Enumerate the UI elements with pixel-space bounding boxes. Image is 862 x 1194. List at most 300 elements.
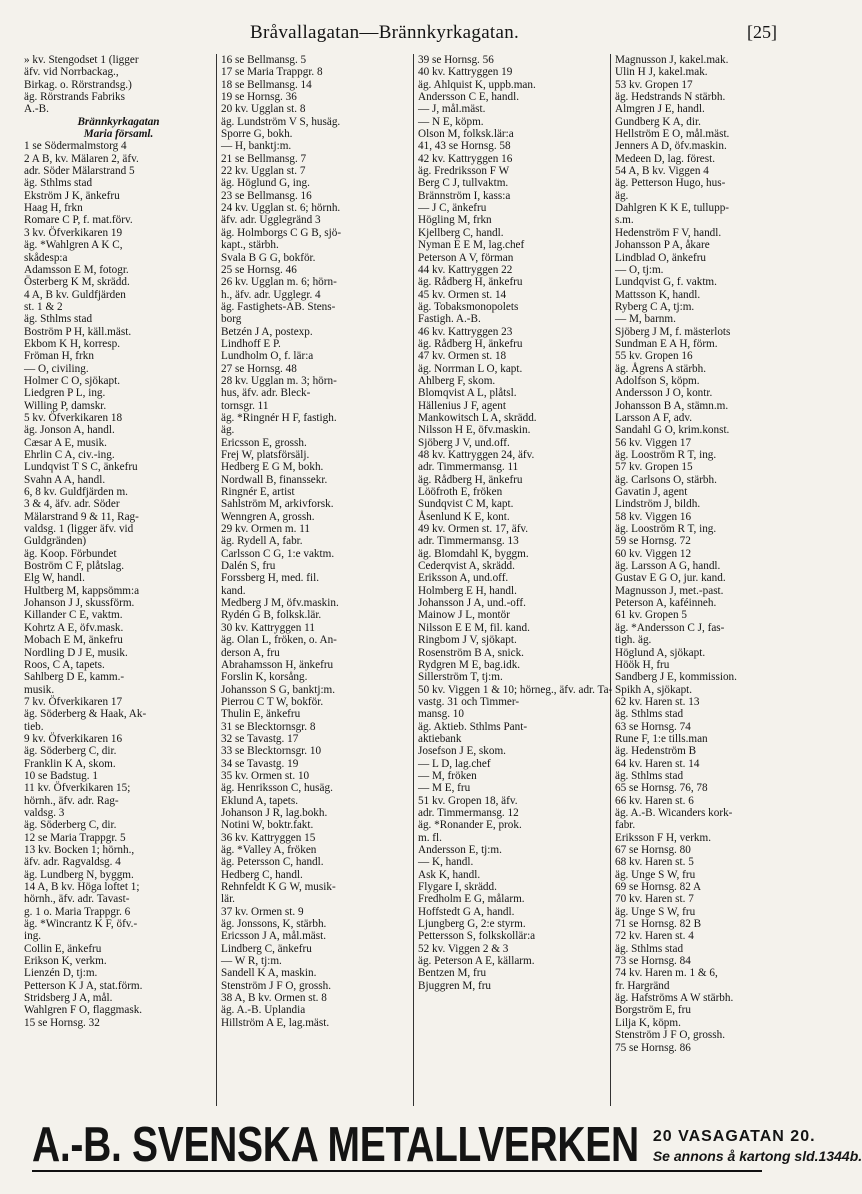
directory-entry: 58 kv. Viggen 16 [615,510,692,523]
directory-entry: Åsenlund K E, kont. [418,510,510,523]
directory-entry: 74 kv. Haren m. 1 & 6, [615,967,718,980]
directory-entry: 22 kv. Ugglan st. 7 [221,165,306,178]
directory-entry: Ringnér E, artist [221,486,295,499]
directory-entry: aktiebank [418,732,462,745]
directory-entry: 17 se Maria Trappgr. 8 [221,66,323,79]
directory-entry: Fredholm E G, målarm. [418,893,525,906]
directory-entry: Magnusson J, met.-past. [615,584,724,597]
directory-entry: äg. Sthlms stad [615,769,684,782]
directory-entry: Almgren J E, handl. [615,103,705,116]
directory-entry: 11 kv. Öfverkikaren 15; [24,782,131,795]
directory-entry: 32 se Tavastg. 17 [221,732,299,745]
directory-entry: äg. *Ronander E, prok. [418,819,522,832]
directory-entry: Abrahamsson H, änkefru [221,658,334,671]
directory-entry: äg. Söderberg & Haak, Ak- [24,708,147,721]
directory-entry: Rosenström B A, snick. [418,646,524,659]
directory-entry: Mälarstrand 9 & 11, Rag- [24,510,139,523]
directory-entry: 53 kv. Gropen 17 [615,78,693,91]
directory-entry: 42 kv. Kattryggen 16 [418,152,513,165]
directory-entry: Fastigh. A.-B. [418,313,481,326]
directory-entry: Frej W, platsförsälj. [221,449,310,461]
directory-entry: 1 se Södermalmstorg 4 [24,140,127,153]
directory-entry: Nordwall B, finanssekr. [221,473,328,486]
directory-entry: Johansson B A, stämn.m. [615,399,729,412]
directory-entry: Lienzén D, tj:m. [24,967,98,980]
directory-entry: mansg. 10 [418,708,464,721]
directory-entry: 6, 8 kv. Guldfjärden m. [24,486,128,499]
directory-entry: Spikh A, sjökapt. [615,683,693,696]
directory-entry: äg. Blomdahl K, byggm. [418,547,529,560]
directory-entry: derson A, fru [221,646,280,659]
directory-entry: Peterson A, kaféinneh. [615,597,717,610]
directory-entry: Petterson K J A, stat.förm. [24,979,143,992]
directory-entry: Ryberg C A, tj:m. [615,300,695,313]
directory-entry: 21 se Bellmansg. 7 [221,152,307,165]
directory-entry: Hultberg M, kappsömm:a [24,584,140,597]
directory-entry: äg. Petersson C, handl. [221,856,324,869]
directory-entry: Josefson J E, skom. [418,745,506,758]
directory-entry: vastg. 31 och Timmer- [418,695,520,708]
directory-entry: — J C, änkefru [418,202,487,215]
directory-entry: 36 kv. Kattryggen 15 [221,831,316,844]
directory-entry: ing. [24,930,42,943]
directory-entry: Lundqvist G, f. vaktm. [615,276,717,289]
directory-entry: äg. Rådberg H, änkefru [418,276,523,289]
directory-entry: Forssberg H, med. fil. [221,572,319,585]
directory-entry: äg. Sthlms stad [615,942,684,955]
directory-entry: äg. Petterson Hugo, hus- [615,177,726,190]
directory-entry: Mattsson K, handl. [615,288,701,301]
directory-entry: äg. Söderberg C, dir. [24,819,117,832]
directory-entry: Peterson A V, förman [418,251,514,264]
directory-entry: Fröman H, frkn [24,350,94,363]
directory-entry: 16 se Bellmansg. 5 [221,54,307,66]
directory-entry: 70 kv. Haren st. 7 [615,893,694,906]
directory-entry: Andersson C E, handl. [418,91,519,104]
directory-entry: äg. Holmborgs C G B, sjö- [221,226,342,239]
directory-entry: Lundqvist T S C, änkefru [24,461,138,474]
directory-entry: 45 kv. Ormen st. 14 [418,288,507,301]
directory-entry: 31 se Blecktornsgr. 8 [221,720,316,733]
advertiser-name: A.-B. SVENSKA METALLVERKEN [32,1118,639,1173]
directory-entry: Lindblad O, änkefru [615,251,707,264]
directory-entry: Carlsson C G, 1:e vaktm. [221,547,335,560]
directory-entry: Collin E, änkefru [24,942,102,955]
directory-entry: 24 kv. Ugglan st. 6; hörnh. [221,202,341,215]
directory-entry: Johansson S G, banktj:m. [221,683,336,696]
directory-entry: hus, äfv. adr. Bleck- [221,387,311,400]
column-4 [611,54,808,1106]
directory-entry: — M E, fru [418,782,471,795]
directory-entry: m. fl. [418,831,442,844]
directory-entry: Larsson A F, adv. [615,411,692,424]
directory-entry: 48 kv. Kattryggen 24, äfv. [418,449,535,461]
directory-entry: äg. *Ringnér H F, fastigh. [221,411,337,424]
directory-entry: Ericsson J A, mål.mäst. [221,930,327,943]
directory-entry: Ulin H J, kakel.mak. [615,66,708,79]
directory-entry: hörnh., äfv. adr. Tavast- [24,893,130,906]
directory-entry: Forslin K, korsång. [221,671,308,684]
directory-entry: Johanson J R, lag.bokh. [221,806,328,819]
directory-entry: äg. Rådberg H, änkefru [418,337,523,350]
directory-entry: Borgström E, fru [615,1004,691,1017]
directory-entry: Sandberg J E, kommission. [615,671,737,684]
directory-entry: Svala B G G, bokför. [221,251,316,264]
directory-entry: Andersson J O, kontr. [615,387,713,400]
directory-entry: Lilja K, köpm. [615,1016,681,1029]
directory-entry: Lindberg C, änkefru [221,942,312,955]
directory-entry: äg. Sthlms stad [24,313,93,326]
directory-entry: 51 kv. Gropen 18, äfv. [418,794,518,807]
directory-entry: hörnh., äfv. adr. Rag- [24,794,119,807]
directory-entry: 37 kv. Ormen st. 9 [221,905,304,918]
directory-entry: Wahlgren F O, flaggmask. [24,1004,143,1017]
directory-entry: 69 se Hornsg. 82 A [615,881,702,894]
directory-entry: — J, mål.mäst. [418,103,486,116]
directory-entry: äg. A.-B. Wicanders kork- [615,806,733,819]
directory-entry: äfv. adr. Ragvaldsg. 4 [24,856,121,869]
directory-entry: Rune F, 1:e tills.man [615,732,708,745]
directory-entry: Haag H, frkn [24,202,83,215]
directory-entry: äg. Sthlms stad [24,177,93,190]
directory-entry: Johansson P A, åkare [615,239,710,252]
directory-entry: äg. Hafströms A W stärbh. [615,992,734,1005]
section-heading: Maria församl. [83,128,154,141]
directory-entry: äg. Ågrens A stärbh. [615,362,707,375]
directory-entry: äg. Looström R T, ing. [615,449,717,461]
directory-entry: äg. Henriksson C, husäg. [221,782,333,795]
directory-entry: 7 kv. Öfverkikaren 17 [24,695,123,708]
directory-entry: kand. [221,584,246,597]
directory-entry: Nordling D J E, musik. [24,646,128,659]
directory-entry: Gustav E G O, jur. kand. [615,572,726,585]
directory-entry: 26 kv. Ugglan m. 6; hörn- [221,276,337,289]
directory-entry: Rydén G B, folksk.lär. [221,609,322,622]
directory-entry: äg. Rörstrands Fabriks [24,91,125,104]
directory-entry: 2 A B, kv. Mälaren 2, äfv. [24,152,139,165]
directory-entry: äg. [615,189,629,202]
directory-entry: Sahlberg D E, kamm.- [24,671,125,684]
directory-entry: Ekström J K, änkefru [24,189,120,202]
directory-entry: 12 se Maria Trappgr. 5 [24,831,126,844]
directory-entry: äg. *Wahlgren A K C, [24,239,123,252]
directory-entry: äg. *Valley A, fröken [221,844,317,856]
directory-entry: Olson M, folksk.lär:a [418,128,514,141]
directory-entry: äfv. vid Norrbackag., [24,66,119,79]
directory-entry: Sjöberg J M, f. mästerlots [615,325,731,338]
directory-entry: Stridsberg J A, mål. [24,992,113,1005]
directory-entry: äg. *Wincrantz K F, öfv.- [24,918,138,931]
directory-entry: adr. Timmermansg. 13 [418,535,519,548]
directory-entry: Ehrlin C A, civ.-ing. [24,449,115,461]
directory-entry: äg. Jonssons, K, stärbh. [221,918,327,931]
directory-entry: fr. Hargränd [615,979,670,992]
directory-entry: Elg W, handl. [24,572,85,585]
directory-entry: äg. Sthlms stad [615,708,684,721]
directory-entry: Rehnfeldt K G W, musik- [221,881,336,894]
directory-entry: äg. Ahlquist K, uppb.man. [418,78,536,91]
directory-entry: Hedberg C, handl. [221,868,303,881]
directory-entry: Österberg K M, skrädd. [24,276,130,289]
directory-entry: — H, banktj:m. [221,140,292,153]
directory-entry: — N E, köpm. [418,115,484,128]
directory-entry: äg. Aktieb. Sthlms Pant- [418,720,528,733]
directory-entry: Nyman E E M, lag.chef [418,239,525,252]
directory-entry: Kohrtz A E, öfv.mask. [24,621,124,634]
directory-entry: 27 se Hornsg. 48 [221,362,297,375]
directory-entry: äg. Hedstrands N stärbh. [615,91,726,104]
directory-entry: 63 se Hornsg. 74 [615,720,691,733]
directory-entry: 18 se Bellmansg. 14 [221,78,312,91]
directory-entry: Stenström J F O, grossh. [221,979,332,992]
directory-entry: g. 1 o. Maria Trappgr. 6 [24,905,131,918]
directory-entry: Boström P H, käll.mäst. [24,325,132,338]
directory-entry: Sillerström T, tj:m. [418,671,503,684]
directory-entry: 13 kv. Bocken 1; hörnh., [24,844,135,856]
directory-entry: Eriksson A, und.off. [418,572,509,585]
directory-entry: Bjuggren M, fru [418,979,492,992]
directory-entry: s.m. [615,214,634,227]
directory-entry: 30 kv. Kattryggen 11 [221,621,315,634]
directory-entry: — K, handl. [418,856,474,869]
directory-entry: Hoffstedt G A, handl. [418,905,515,918]
directory-entry: Hedberg E G M, bokh. [221,461,324,474]
directory-entry: Nilsson E E M, fil. kand. [418,621,530,634]
directory-entry: Notini W, boktr.fakt. [221,819,314,832]
directory-entry: Hillström A E, lag.mäst. [221,1016,330,1029]
directory-entry: äg. *Andersson C J, fas- [615,621,725,634]
directory-entry: Boström C F, plåtslag. [24,560,125,573]
directory-entry: tornsgr. 11 [221,399,269,412]
directory-entry: äg. Fredriksson F W [418,165,510,178]
directory-entry: skådesp:a [24,251,68,264]
directory-entry: Ask K, handl. [418,868,481,881]
directory-entry: Nilsson H E, öfv.maskin. [418,424,531,437]
directory-entry: Dahlgren K K E, tullupp- [615,202,730,215]
directory-entry: adr. Söder Mälarstrand 5 [24,165,135,178]
directory-entry: Stenström J F O, grossh. [615,1029,726,1042]
directory-entry: Bentzen M, fru [418,967,487,980]
directory-entry: » kv. Stengodset 1 (ligger [24,54,139,66]
column-1 [20,54,217,1106]
directory-entry: Högling M, frkn [418,214,492,227]
directory-entry: Dalén S, fru [221,560,276,573]
directory-entry: Killander C E, vaktm. [24,609,123,622]
directory-entry: äg. Lundberg N, byggm. [24,868,134,881]
directory-entry: h., äfv. adr. Ugglegr. 4 [221,288,321,301]
directory-entry: 25 se Hornsg. 46 [221,263,297,276]
directory-entry: äg. Lundström V S, husäg. [221,115,341,128]
directory-entry: äg. Carlsons O, stärbh. [615,473,717,486]
directory-entry: 54 A, B kv. Viggen 4 [615,165,709,178]
directory-entry: 28 kv. Ugglan m. 3; hörn- [221,374,337,387]
directory-entry: Magnusson J, kakel.mak. [615,54,729,66]
directory-entry: äg. A.-B. Uplandia [221,1004,306,1017]
directory-entry: Lindhoff E P. [221,337,281,350]
directory-entry: äg. Unge S W, fru [615,905,696,918]
directory-entry: lär. [221,893,235,906]
directory-entry: 75 se Hornsg. 86 [615,1041,691,1054]
directory-columns [20,54,808,1106]
directory-entry: Medeen D, lag. förest. [615,152,716,165]
directory-entry: valdsg. 3 [24,806,65,819]
directory-entry: Berg C J, tullvaktm. [418,177,509,190]
directory-entry: Lindström J, bildh. [615,498,701,511]
directory-entry: 50 kv. Viggen 1 & 10; hörneg., äfv. adr. Ta- [418,683,613,696]
directory-entry: tigh. äg. [615,634,652,647]
directory-entry: — O, civiling. [24,362,89,375]
column-2 [217,54,414,1106]
directory-entry: 29 kv. Ormen m. 11 [221,523,310,536]
directory-entry: äg. Olan L, fröken, o. An- [221,634,337,647]
directory-entry: Hellström E O, mål.mäst. [615,128,730,141]
directory-entry: Adolfson S, köpm. [615,374,700,387]
directory-entry: Sahlström M, arkivforsk. [221,498,334,511]
directory-entry: Flygare I, skrädd. [418,881,497,894]
directory-entry: — W R, tj:m. [221,955,282,968]
directory-entry: musik. [24,683,55,696]
directory-entry: 62 kv. Haren st. 13 [615,695,700,708]
directory-entry: Sundman E A H, förm. [615,337,718,350]
directory-entry: äg. Jonson A, handl. [24,424,115,437]
directory-entry: adr. Timmermansg. 11 [418,461,519,474]
directory-entry: 40 kv. Kattryggen 19 [418,66,513,79]
directory-entry: äfv. adr. Ugglegränd 3 [221,214,321,227]
directory-entry: 68 kv. Haren st. 5 [615,856,694,869]
directory-entry: 15 se Hornsg. 32 [24,1016,100,1029]
directory-entry: Betzén J A, postexp. [221,325,313,338]
directory-entry: äg. Fastighets-AB. Stens- [221,300,336,313]
directory-entry: borg [221,313,242,326]
directory-entry: — M, fröken [418,769,477,782]
directory-entry: 52 kv. Viggen 2 & 3 [418,942,509,955]
directory-entry: 46 kv. Kattryggen 23 [418,325,513,338]
directory-entry: 55 kv. Gropen 16 [615,350,693,363]
directory-entry: Höglund A, sjökapt. [615,646,706,659]
directory-entry: Rydgren M E, bag.idk. [418,658,521,671]
directory-entry: Medberg J M, öfv.maskin. [221,597,339,610]
directory-entry: äg. Norrman L O, kapt. [418,362,523,375]
advertiser-note: Se annons å kartong sld.1344b. [652,1148,862,1164]
directory-entry: 66 kv. Haren st. 6 [615,794,694,807]
directory-entry: Eriksson F H, verkm. [615,831,712,844]
directory-entry: 64 kv. Haren st. 14 [615,757,700,770]
directory-entry: Blomqvist A L, plåtsl. [418,387,517,400]
directory-entry: äg. Tobaksmonopolets [418,300,519,313]
directory-entry: äg. [221,424,235,437]
directory-entry: äg. Looström R T, ing. [615,523,717,536]
directory-entry: 33 se Blecktornsgr. 10 [221,745,322,758]
directory-entry: Brännström I, kass:a [418,189,511,202]
directory-entry: Holmer C O, sjökapt. [24,374,121,387]
directory-entry: 73 se Hornsg. 84 [615,955,691,968]
directory-entry: äg. Rådberg H, änkefru [418,473,523,486]
directory-entry: Ekbom K H, korresp. [24,337,121,350]
directory-entry: 61 kv. Gropen 5 [615,609,687,622]
directory-entry: 9 kv. Öfverkikaren 16 [24,732,123,745]
directory-entry: 57 kv. Gropen 15 [615,461,693,474]
column-3 [414,54,611,1106]
directory-entry: Thulin E, änkefru [221,708,301,721]
directory-entry: äg. Koop. Förbundet [24,547,117,560]
directory-entry: Willing P, damskr. [24,399,107,412]
directory-entry: 4 A, B kv. Guldfjärden [24,288,126,301]
directory-entry: äg. Hedenström B [615,745,697,758]
directory-entry: Jenners A D, öfv.maskin. [615,140,727,153]
directory-entry: Andersson E, tj:m. [418,844,502,856]
directory-entry: Sandell K A, maskin. [221,967,317,980]
directory-entry: 49 kv. Ormen st. 17, äfv. [418,523,529,536]
directory-entry: Ericsson E, grossh. [221,436,307,449]
directory-entry: 5 kv. Öfverkikaren 18 [24,411,123,424]
directory-entry: Adamsson E M, fotogr. [24,263,129,276]
directory-entry: Sjöberg J V, und.off. [418,436,510,449]
directory-entry: tieb. [24,720,44,733]
directory-entry: Eklund A, tapets. [221,794,299,807]
directory-entry: 3 kv. Öfverkikaren 19 [24,226,123,239]
directory-entry: 39 se Hornsg. 56 [418,54,494,66]
directory-entry: — L D, lag.chef [418,757,491,770]
directory-entry: 56 kv. Viggen 17 [615,436,692,449]
page-title: Bråvallagatan—Brännkyrkagatan. [250,22,520,43]
directory-entry: fabr. [615,819,636,832]
directory-entry: Johansson J A, und.-off. [418,597,526,610]
directory-entry: 34 se Tavastg. 19 [221,757,299,770]
directory-entry: Holmberg E H, handl. [418,584,517,597]
directory-entry: Höök H, fru [615,658,670,671]
directory-entry: Liedgren P L, ing. [24,387,106,400]
directory-entry: Sundqvist C M, kapt. [418,498,514,511]
directory-entry: 23 se Bellmansg. 16 [221,189,312,202]
directory-entry: Svahn A A, handl. [24,473,106,486]
directory-entry: Erikson K, verkm. [24,955,107,968]
directory-entry: 14 A, B kv. Höga loftet 1; [24,881,140,894]
directory-entry: kapt., stärbh. [221,239,279,252]
directory-entry: Guldgränden) [24,535,87,548]
page-header [0,18,827,48]
directory-entry: — M, barnm. [615,313,676,326]
directory-entry: äg. Rydell A, fabr. [221,535,303,548]
directory-entry: Ahlberg F, skom. [418,374,496,387]
directory-entry: Sporre G, bokh. [221,128,293,141]
directory-entry: Mainow J L, montör [418,609,510,622]
directory-entry: Birkag. o. Rörstrandsg.) [24,78,132,91]
directory-entry: Sandahl G O, krim.konst. [615,424,730,437]
directory-entry: äg. Larsson A G, handl. [615,560,721,573]
directory-entry: Johanson J J, skussförm. [24,597,135,610]
directory-entry: Lööfroth E, fröken [418,486,503,499]
directory-entry: Hedenström F V, handl. [615,226,722,239]
directory-entry: Roos, C A, tapets. [24,658,105,671]
directory-entry: 41, 43 se Hornsg. 58 [418,140,511,153]
directory-entry: 60 kv. Viggen 12 [615,547,692,560]
directory-entry: Romare C P, f. mat.förv. [24,214,133,227]
directory-entry: äg. Höglund G, ing. [221,177,310,190]
directory-entry: Gavatin J, agent [615,486,688,499]
directory-entry: adr. Timmermansg. 12 [418,806,519,819]
directory-entry: 38 A, B kv. Ormen st. 8 [221,992,327,1005]
directory-entry: Franklin K A, skom. [24,757,116,770]
advertiser-address: 20 VASAGATAN 20. [652,1128,816,1145]
page-number: [25] [747,22,777,42]
directory-entry: Cederqvist A, skrädd. [418,560,515,573]
directory-entry: — O, tj:m. [615,263,664,276]
directory-entry: Mankowitsch L A, skrädd. [418,411,537,424]
directory-entry: äg. Peterson A E, källarm. [418,955,535,968]
section-heading: Brännkyrkagatan [77,115,160,128]
directory-entry: 19 se Hornsg. 36 [221,91,297,104]
directory-entry: valdsg. 1 (ligger äfv. vid [24,523,134,536]
